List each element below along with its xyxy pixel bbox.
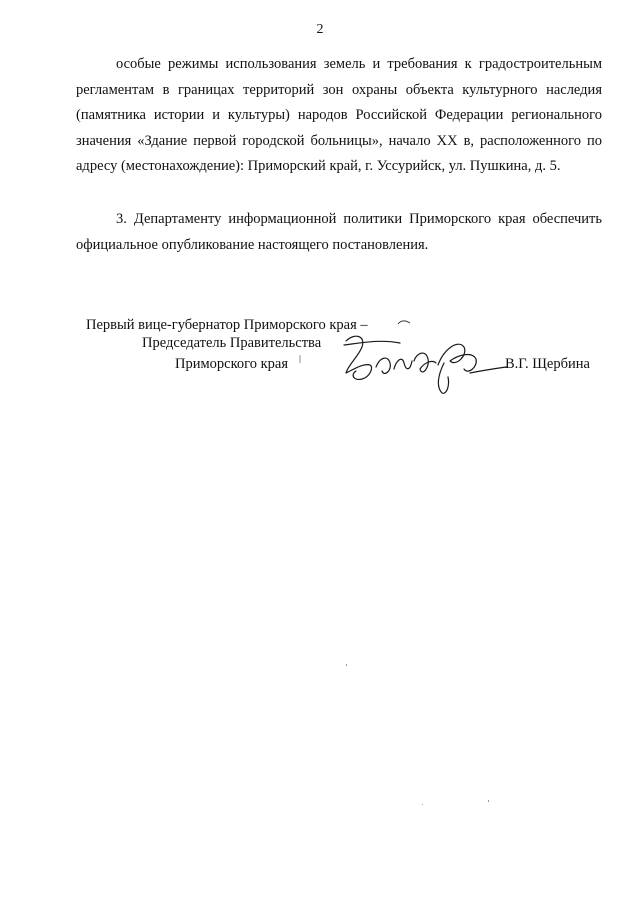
stray-ink-mark	[298, 354, 302, 364]
paragraph-publication-order: 3. Департаменту информационной политики Приморского края обеспечить официальное опубликование настоящего постановления.	[76, 211, 602, 253]
scan-speck	[488, 800, 490, 803]
signatory-title-line-3: Приморского края	[175, 356, 289, 372]
signatory-title-line-2: Председатель Правительства	[142, 335, 322, 351]
handwritten-signature	[340, 325, 510, 400]
paragraph-special-regimes: особые режимы использования земель и требования к градостроительным регламентам в границах территорий зон охраны объекта культурного наследия (памятника истории и культуры) народов Российской Федерации регионального значения «Здание первой городской больницы», начало XX в, расположенного по адресу (местонахождение): Приморский край, г. Уссурийск, ул. Пушкина, д. 5.	[76, 56, 602, 174]
signatory-name: В.Г. Щербина	[505, 356, 590, 372]
scan-speck	[422, 804, 424, 806]
signatory-title-line-1: Первый вице-губернатор Приморского края –	[86, 317, 368, 333]
page-number: 2	[316, 22, 324, 37]
scan-speck	[346, 664, 348, 667]
